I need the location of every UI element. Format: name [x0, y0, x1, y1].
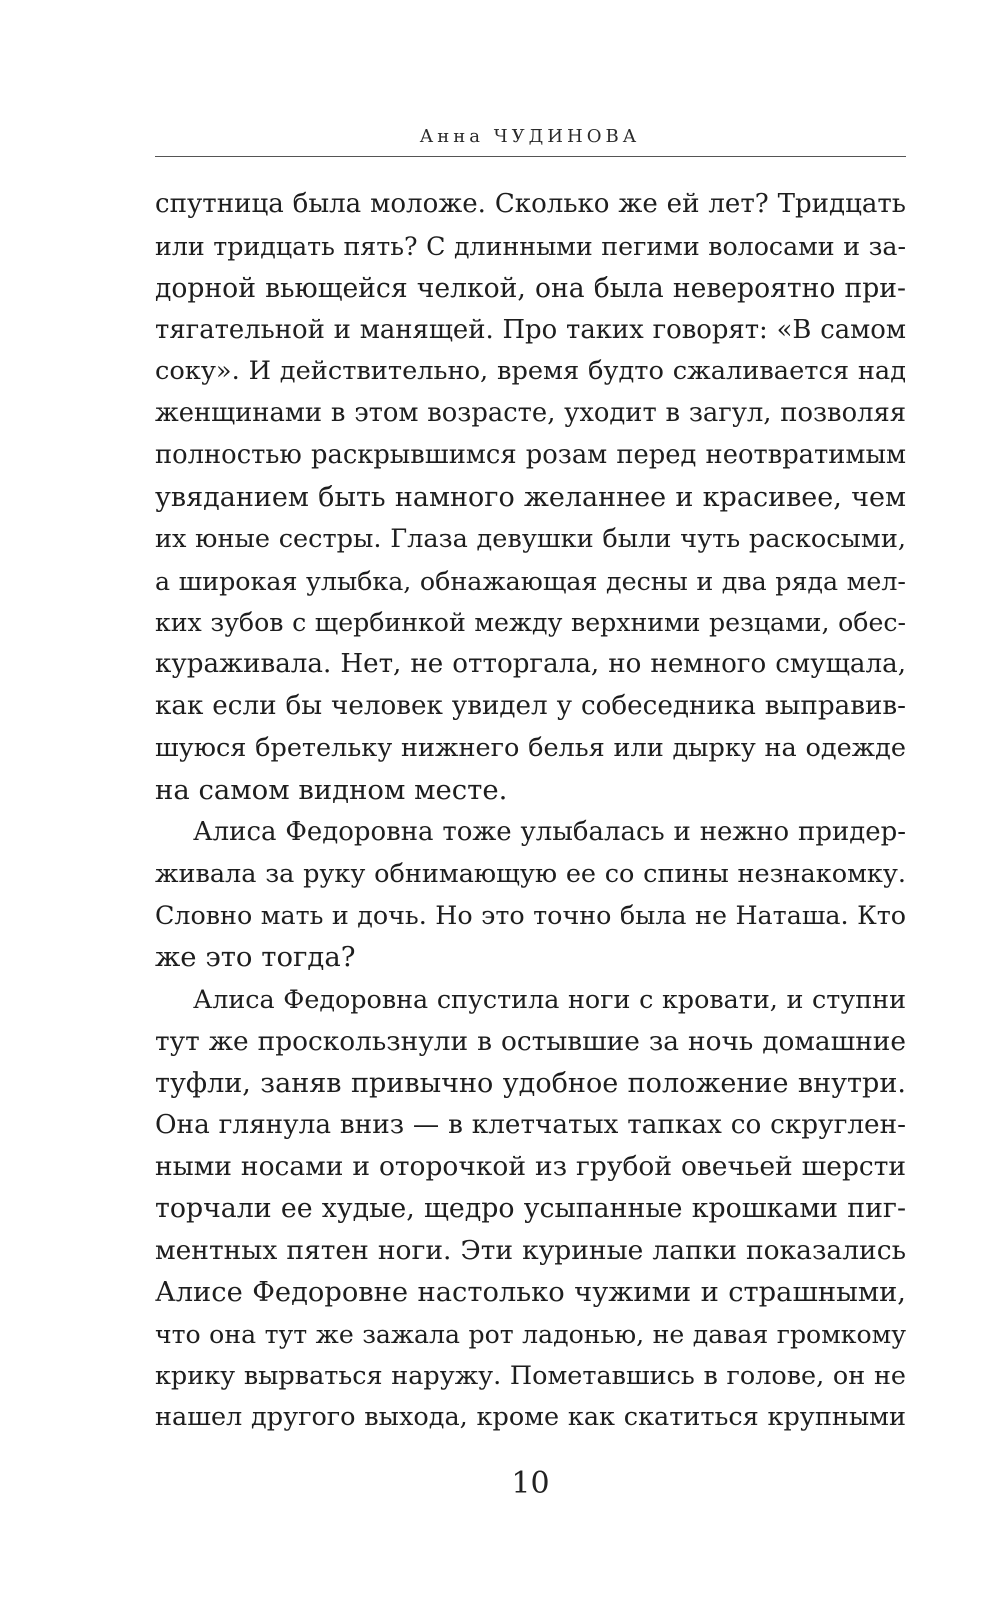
paragraph	[155, 184, 906, 812]
running-head: Анна ЧУДИНОВА	[419, 126, 641, 147]
text-line: же это тогда?	[155, 941, 356, 974]
text-line: Словно мать и дочь. Но это точно была не Наташа. Кто	[155, 900, 906, 931]
text-line: торчали ее худые, щедро усыпанные крошками пиг-	[155, 1193, 906, 1225]
text-line: женщинами в этом возрасте, уходит в загул, позволяя	[155, 398, 906, 429]
header-rule	[155, 156, 906, 157]
text-line: полностью раскрывшимся розам перед неотвратимым	[155, 440, 906, 471]
page-number: 10	[511, 1466, 550, 1501]
paragraph	[155, 812, 906, 979]
text-line: а широкая улыбка, обнажающая десны и два ряда мел-	[155, 565, 906, 596]
text-line: соку». И действительно, время будто сжаливается над	[155, 356, 906, 387]
text-line: увяданием быть намного желаннее и красивее, чем	[155, 481, 906, 513]
text-line: Она глянула вниз — в клетчатых тапках со скруглен-	[155, 1109, 906, 1140]
text-line: тут же проскользнули в остывшие за ночь домашние	[155, 1025, 906, 1057]
text-line: или тридцать пять? С длинными пегими волосами и за-	[155, 231, 906, 261]
text-line: их юные сестры. Глаза девушки были чуть раскосыми,	[155, 523, 906, 554]
text-line: что она тут же зажала рот ладонью, не давая громкому	[155, 1319, 906, 1349]
text-line: ких зубов с щербинкой между верхними резцами, обес-	[155, 608, 906, 638]
text-line: ными носами и оторочкой из грубой овечьей шерсти	[155, 1151, 906, 1183]
text-line: на самом видном месте.	[155, 773, 508, 806]
text-line: шуюся бретельку нижнего белья или дырку на одежде	[155, 732, 906, 763]
text-line: дорной вьющейся челкой, она была невероятно при-	[155, 272, 906, 304]
text-line: как если бы человек увидел у собеседника выправив-	[155, 691, 906, 722]
text-line: крику вырваться наружу. Пометавшись в голове, он не	[155, 1360, 906, 1391]
text-line: ментных пятен ноги. Эти куриные лапки показались	[155, 1235, 906, 1267]
text-line: тягательной и манящей. Про таких говорят: «В самом	[155, 314, 906, 345]
text-line: живала за руку обнимающую ее со спины незнакомку.	[155, 858, 906, 889]
text-line: Алиса Федоровна спустила ноги с кровати, и ступни	[193, 984, 906, 1015]
text-line: Алисе Федоровне настолько чужими и страшными,	[155, 1276, 906, 1308]
text-line: спутница была моложе. Сколько же ей лет? Тридцать	[155, 189, 906, 219]
paragraph	[155, 979, 906, 1439]
text-line: Алиса Федоровна тоже улыбалась и нежно придер-	[193, 816, 906, 847]
text-line: нашел другого выхода, кроме как скатиться крупными	[155, 1402, 906, 1433]
text-line: туфли, заняв привычно удобное положение внутри.	[155, 1067, 906, 1099]
text-line: кураживала. Нет, не отторгала, но немного смущала,	[155, 649, 906, 680]
page-body	[155, 184, 906, 1439]
